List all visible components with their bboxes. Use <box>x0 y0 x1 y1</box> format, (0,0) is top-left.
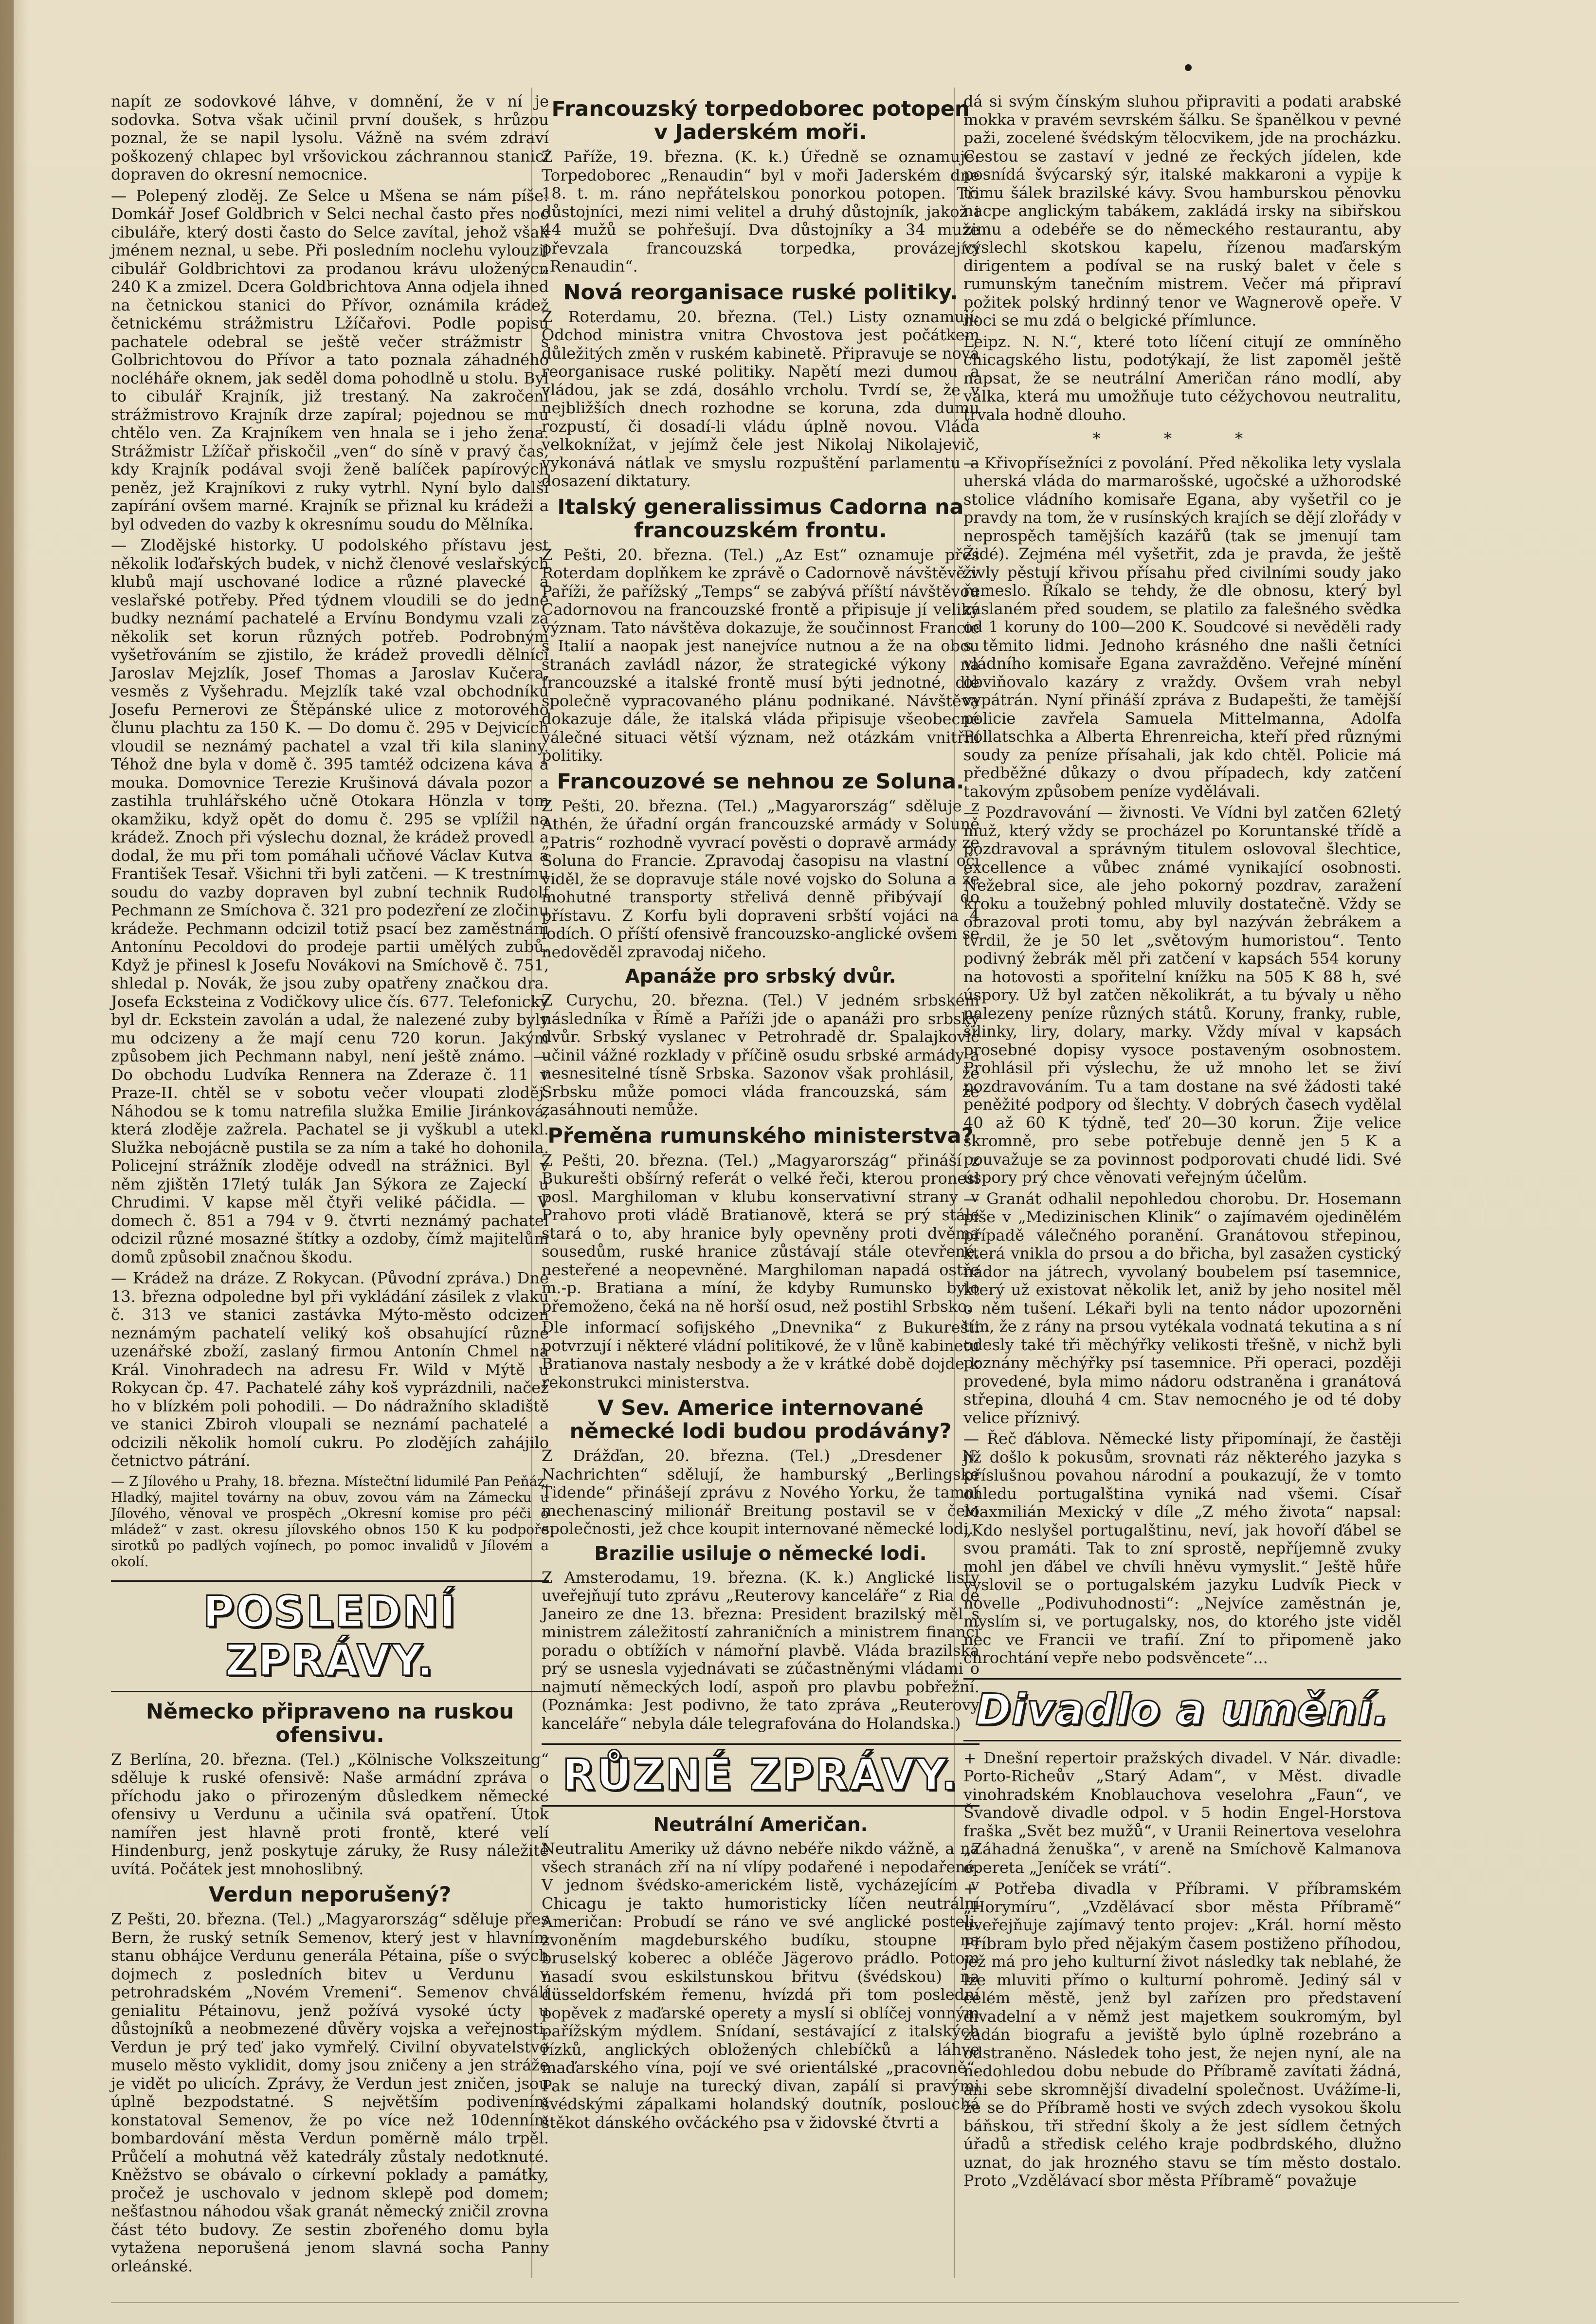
article-text: Z Paříže, 19. března. (K. k.) Úředně se oznamuje: Torpedoborec „Renaudin“ byl v moři Jaderském dne 18. t. m. ráno nepřátelskou ponorkou potopen. Tři důstojníci, mezi nimi velitel a druhý důstojník, jakož i 44 mužů se pohřešují. Dva důstojníky a 34 muže převzala francouzská torpedka, provázející „Renaudin“. <box>542 147 979 275</box>
article-text: napít ze sodovkové láhve, v domnění, že v ní je sodovka. Sotva však učinil první doušek, s hrůzou poznal, že se napil lysolu. Vážně na svém zdraví poškozený chlapec byl vršovickou záchrannou stanicí dopraven do okresní nemocnice. <box>111 92 549 183</box>
column-2 <box>542 92 979 2135</box>
article-text: + Potřeba divadla v Příbrami. V příbramském „Horymíru“, „Vzdělávací sbor města Příbramě“ uveřejňuje zajímavý tento projev: „Král. horní město Příbram bylo před nějakým časem postiženo příhodou, jež má pro jeho kulturní život následky tak neblahé, že lze mluviti přímo o kulturní pohromě. Jediný sál v celém městě, jenž byl zařízen pro představení divadelní a v němž jest majetkem soukromým, byl zadán biografu a jeviště bylo úplně rozebráno a odstraněno. Následek toho jest, že nejen nyní, ale na nedohledou dobu nebude do Příbramě zavítati žádná, ani sebe skromnější divadelní společnost. Uvážíme-li, že se do Příbramě hosti ve svých zdech vysokou školu báňskou, tři střední školy a že jest sídlem četných úřadů a středisk celého kraje podbrdského, dlužno uznat, do jak hrozného stavu se tím město dostalo. Proto „Vzdělávací sbor města Příbramě“ považuje <box>963 1879 1401 2190</box>
article-headline: Neutrální Američan. <box>653 1814 868 1836</box>
article-headline: Francouzský torpedoborec potopen v Jaderském moři. <box>551 97 970 145</box>
article-text: Neutralitu Ameriky už dávno nebéře nikdo vážně, a na všech stranách zří na ní vlípy podařené i nepodařené. V jednom švédsko-americkém listě, vycházejícím v Chicagu je takto humoristicky líčen neutrální Američan: Probudí se ráno ve své anglické posteli, zvoněním magdeburského budíku, stoupne na bruselský koberec a obléče Jägerovo prádlo. Potom nasadí svou eskilstunskou břitvu (švédskou) na düsseldorfském řemenu, hvízdá při tom poslední popěvek z maďarské operety a myslí si oblíčej vonným pařížským mýdlem. Snídaní, sestávající z italských řízků, anglických obložených chlebíčků a láhve maďarského vína, pojí ve své orientálské „pracovně“. Pak se naluje na turecký divan, zapálí si pravými švédskými zápalkami holandský doutník, poslouchá štěkot dánského ovčáckého psa v židovské čtvrti a <box>542 1839 979 2132</box>
article-text: Z Roterdamu, 20. března. (Tel.) Listy oznamují: Odchod ministra vnitra Chvostova jest počátkem důležitých změn v ruském kabinetě. Připravuje se nová reorganisace ruské politiky. Napětí mezi dumou a vládou, jak se zdá, dosáhlo vrcholu. Tvrdí se, že v nejbližších dnech rozhodne se koruna, zda dumu rozpustí, či dosadí-li vládu úplně novou. Vláda velkoknížat, v jejímž čele jest Nikolaj Nikolajevič, vykonává nátlak ve smyslu rozpuštění parlamentu a dosazení diktatury. <box>542 307 979 490</box>
article-text: Z Berlína, 20. března. (Tel.) „Kölnische Volkszeitung“ sděluje k ruské ofensivě: Naše armádní zpráva o příchodu jako o přirozeným důsledkem německé ofensivy u Verdunu a učinila svá opatření. Útok namířen jest hlavně proti frontě, které velí Hindenburg, jenž poskytuje záruky, že Rusy náležitě uvítá. Počátek jest mnohoslibný. <box>111 1750 549 1878</box>
article-text: + Dnešní repertoir pražských divadel. V Nár. divadle: Porto-Richeův „Starý Adam“, v Měst. divadle vinohradském Knoblauchova veselohra „Faun“, ve Švandově divadle odpol. v 5 hodin Engel-Horstova fraška „Svět bez mužů“, v Uranii Reinertova veselohra „Záhadná ženuška“, v areně na Smíchově Kalmanova opereta „Jeníček se vrátí“. <box>963 1748 1401 1877</box>
article-text: Leipz. N. N.“, které toto líčení citují ze omníněho chicagského listu, podotýkají, že list zapoměl ještě napsat, že se neutrální Američan ráno modlí, aby válka, která mu umožňuje tuto céžychovou neutralitu, trvala hodně dlouho. <box>963 332 1401 424</box>
bottom-rule <box>111 2302 1459 2303</box>
article-text: Dle informací sofijského „Dnevnika“ z Bukurešti potvrzují i některé vládní politikové, že v lůně kabinetu Bratianova nastaly nesbody a že v krátké době dojde k rekonstrukci ministerstva. <box>542 1318 979 1391</box>
article-text: — Křivopřísežníci z povolání. Před několika lety vyslala uherská vláda do marmarošské, ugočské a užhorodské stolice vládního komisaře Egana, aby vyšetřil co je pravdy na tom, že v rusínských krajích se dějí zlořády v neprospěch tamějších kazářů (tak se jmenují tam Židé). Zejména mél vyšetřit, zda je pravda, že ještě živly pěstují křivou přísahu před civilními soudy jako řemeslo. Říkalo se tehdy, že dle obnosu, který byl zaslaném před soudem, se platilo za falešného svědka od 1 koruny do 100—200 K. Soudcové si nevěděli rady s těmito lidmi. Jednoho krásného dne našli četníci vládního komisaře Egana zavražděno. Veřejné mínění obviňovalo kazáry z vraždy. Ovšem vrah nebyl vypátrán. Nyní přináší zpráva z Budapešti, že tamější policie zavřela Samuela Mittelmanna, Adolfa Pollatschka a Alberta Ehrenreicha, kteří před různými soudy za peníze přísahali, jak kdo chtěl. Policie má předběžné důkazy o dvou případech, kdy zatčení takovým způsobem peníze vydělávali. <box>963 453 1401 801</box>
article-text: Z Drážďan, 20. března. (Tel.) „Dresdener N. Nachrichten“ sdělují, že hamburský „Berlingske Tidende“ přinášejí zprávu z Nového Yorku, že tamní mechenasciný milionář Breitung postavil se v čelo společnosti, jež chce koupit internované německé lodi. <box>542 1446 979 1538</box>
article-text: — Granát odhalil nepohledou chorobu. Dr. Hosemann píše v „Medizinischen Klinik“ o zajímavém ojedinělém případě válečného poranění. Granátovou střepinou, která vnikla do prsou a do břicha, byl zasažen cystický nádor na játrech, vyvolaný boubelem psí tasemnice, který už existovat několik let, aniž by jeho nositel měl o něm tušení. Lékaři byli na tento nádor upozorněni tím, že z rány na prsou vytékala vodnatá tekutina a s ní odesly také tři měchýřky velikosti třešně, v nichž byli poznány měchýřky psí tasemnice. Při operaci, později provedené, byla mimo nádoru odstraněna i granátová střepina, dlouhá 4 cm. Stav nemocného je od té doby velice příznivý. <box>963 1189 1401 1427</box>
page-dot <box>1185 64 1192 71</box>
page-fold-shadow <box>0 0 14 2324</box>
article-headline: Brazilie usiluje o německé lodi. <box>594 1542 927 1565</box>
article-text: — Zlodějské historky. U podolského přístavu jest několik loďařských budek, v nichž členové veslařských klubů mají uschované lodice a různé plavecké a veslařské potřeby. Před týdnem vloudili se do jedné budky neznámí pachatelé a Ervínu Bondymu vzali za několik set korun různých potřeb. Podrobným vyšetřováním se zjistilo, že krádež provedli dělníci Jaroslav Mejzlík, Josef Thomas a Jaroslav Kučera, vesměs z Vyšehradu. Mejzlík také vzal obchodníku Josefu Pernerovi ze Štěpánské ulice z motorového člunu plachtu za 150 K. — Do domu č. 295 v Dejvicích vloudil se neznámý pachatel a vzal tři kila slaniny. Téhož dne byla v domě č. 395 tamtéž odcizena káva a mouka. Domovnice Terezie Krušinová dávala pozor a zastihla truhlářského učně Otokara Hönzla v tom okamžiku, když opět do domu č. 295 se vplížil na krádež. Znoch při výslechu doznal, že krádež provedl a dodal, že mu při tom pomáhali učňové Václav Kutva a František Tesař. Všichni tři byli zatčeni. — K trestnímu soudu do vazby dopraven byl zubní technik Rudolf Pechmann ze Smíchova č. 321 pro podezření ze zločinu krádeže. Pechmann odcizil totiž psací bez zaměstnání Antonínu Pecoldovi do prodeje partii umělých zubů. Když je přinesl k Josefu Novákovi na Smíchově č. 751, shledal p. Novák, že jsou zuby opatřeny značkou dra. Josefa Ecksteina z Vodičkovy ulice čís. 677. Telefonicky byl dr. Eckstein zavolán a udal, že nalezené zuby byly mu odcizeny a že mají cenu 720 korun. Jakým způsobem jich Pechmann nabyl, není ještě známo. — Do obchodu Ludvíka Rennera na Zderaze č. 11 v Praze-II. chtěl se v sobotu večer vloupati zloděj. Náhodou se k tomu natrefila služka Emilie Jiránková, která zloděje zažrela. Pachatel se ji vyškubl a utekl. Služka nebojácně pustila se za ním a také ho dohonila. Policejní strážník zloděje odvedl na strážnici. Byl v něm zjištěn 17letý tulák Jan Sýkora ze Zajeckí u Chrudimi. V kapse měl čtyři veliké páčidla. — V domech č. 851 a 794 v 9. čtvrti neznámý pachatel odcizil různé mosazné štítky a ozdoby, čímž majitelům domů způsobil značnou škodu. <box>111 536 549 1266</box>
article-text: — Polepený zloděj. Ze Selce u Mšena se nám píše: Domkář Josef Goldbrich v Selci nechal často přes noc cibuláře, který dosti často do Selce zavítal, jehož však jménem neznal, u sebe. Při posledním noclehu vylouzil cibulář Goldbrichtovi za prodanou krávu uloženýcn 240 K a zmizel. Dcera Goldbrichtova Anna odjela ihned na četnickou stanici do Přívor, oznámila krádež četnickému strážmistru Lžíčařovi. Podle popisu pachatele odebral se ještě večer strážmistr s Golbrichtovou do Přívor a tato poznala záhadného nocléháře oknem, jak seděl doma pohodlně u stolu. Byl to cibulář Krajník, již trestaný. Na zakročení strážmistrovo Krajník drze zapíral; pojednou se mu chtělo ven. Za Krajníkem ven hnala se i jeho žena. Strážmistr Lžíčař přiskočil „ven“ do síně v pravý čas, kdy Krajník podával svoji ženě balíček papírových peněz, jež Krajníkovi z ruky vytrhl. Nyní bylo další zapírání ovšem marné. Krajník se přiznal ku krádeži a byl odveden do vazby k okresnímu soudu do Mělníka. <box>111 186 549 533</box>
article-headline: Italský generalissimus Cadorna na francouzském frontu. <box>557 494 964 543</box>
column-1 <box>111 92 549 2278</box>
article-text: — Pozdravování — živnosti. Ve Vídni byl zatčen 62letý muž, který vždy se procházel po Koruntanské třídě a pozdravoval a správným titulem oslovoval šlechtice, excellence a vůbec známé vynikající osobnosti. Nežebral sice, ale jeho pokorný pozdrav, zaražení kroku a toužebný pohled mluvily dostatečně. Vždy se obrazoval proti tomu, aby byl nazýván žebrákem a tvrdil, že je 50 let „světovým humoristou“. Tento podivný žebrák měl při zatčení v kapsách 554 koruny na hotovosti a spořitelní knížku na 505 K 88 h, své úspory. Už byl zatčen několikrát, a tu bývaly u něho nalezeny peníze různých států. Koruny, franky, ruble, šilinky, liry, dolary, marky. Vždy míval v kapsách prosebné dopisy vysoce postaveným osobnostem. Prohlásil při výslechu, že už mnoho let se živí pozdravováním. Tu a tam dostane na své žádosti také peněžité podpory od šlechty. V dobrých časech vydělal 40 až 60 K týdně, teď 20—30 korun. Žije velice skromně, pro sebe potřebuje denně jen 5 K a pouvažuje se za povinnost podporovati chudé lidi. Své úspory prý chce věnovati veřejným účelům. <box>963 803 1401 1187</box>
article-text: Z Amsterodamu, 19. března. (K. k.) Anglické listy uveřejňují tuto zprávu „Reuterovy kanceláře“ z Ria de Janeiro ze dne 13. března: President brazilský měl s ministrem záležitostí zahraničních a ministrem financí poradu o obtížích v námořní plavbě. Vláda brazilská prý se usnesla vyjednávati se zúčastněnými vládami o najmutí německých lodí, aspoň pro plavbu pobřežní. (Poznámka: Jest podivno, že tato zpráva „Reuterovy kanceláře“ nebyla dále telegrafována do Holandska.) <box>542 1568 979 1733</box>
article-headline: Přeměna rumunského ministerstva? <box>547 1123 974 1148</box>
article-text: — Krádež na dráze. Z Rokycan. (Původní zpráva.) Dne 13. března odpoledne byl při vykládání zásilek z vlaku č. 313 ve stanici zastávka Mýto-město odcizen neznámým pachatelí veliký koš obsahující různé uzenářské zboží, zaslaný firmou Antonín Chmel na Král. Vinohradech na adresu Fr. Wild v Mýtě u Rokycan čp. 47. Pachatelé záhy koš vyprázdnili, načež ho v blízkém poli pohodili. — Do nádražního skladiště ve stanici Zbiroh vloupali se neznámí pachatelé a odcizili několik homolí cukru. Po zlodějích zahájilo četnictvo pátrání. <box>111 1269 549 1470</box>
article-headline: Nová reorganisace ruské politiky. <box>563 280 958 305</box>
article-text: — Z Jílového u Prahy, 18. března. Místečtní lidumilé Pan Peňáz, Hladký, majitel továrny na obuv, zovou vám na Zámecku u Jílového, věnoval ve prospěch „Okresní komise pro péči o mládež“ v zast. okresu jílovského obnos 150 K ku podpoře sirotků po padlých vojínech, po pomoc invalidů v Jílovém a okolí. <box>111 1473 549 1570</box>
article-headline: Apanáže pro srbský dvůr. <box>625 966 896 988</box>
section-banner: Divadlo a umění. <box>963 1678 1401 1741</box>
section-banner: RŮZNÉ ZPRÁVY. <box>542 1743 979 1807</box>
article-text: Z Pešti, 20. března. (Tel.) „Magyarország“ sděluje přes Bern, že ruský setník Semenov, který jest v hlavním stanu obhájce Verdunu generála Pétaina, píše o svých dojmech z posledních bitev u Verdunu v petrohradském „Novém Vremeni“. Semenov chválí genialitu Pétainovu, jenž požívá vysoké úcty u důstojníků a neobmezené důvěry vojska a veřejnosti. Verdun je prý teď jako vymřelý. Civilní obyvatelstvo muselo město vyklidit, domy jsou zničeny a jen stráže je vidět po ulicích. Zprávy, že Verdun jest zničen, jsou úplně bezpodstatné. S největším podivením konstatoval Semenov, že po více než 10denním bombardování města Verdun poměrně málo trpěl. Průčelí a mohutná věž katedrály zůstaly nedotknuté. Kněžstvo se obávalo o církevní poklady a památky, pročež je uschovalo v jednom sklepě pod domem; nešťastnou náhodou však granát německý zničil zrovna část této budovy. Ze sestin zbořeného domu byla vytažena neporušená jenom slavná socha Panny orleánské. <box>111 1910 549 2275</box>
article-text: dá si svým čínským sluhou připraviti a podati arabské mokka v pravém sevrském šálku. Se španělkou v pevné paži, zocelené švédským tělocvikem, jde na procházku. Cestou se zastaví v jedné ze řeckých jídelen, kde posnídá švýcarský sýr, italské makkaroni a vypije k tomu šálek brazilské kávy. Svou hamburskou pěnovku nacpe anglickým tabákem, zakládá irsky na sibiřskou zimu a odebéře se do německého restaurantu, aby vyslechl skotskou kapelu, řízenou maďarským dirigentem a podíval se na ruský balet v čele s rumunským tanečním mistrem. Večer má připraví požitek polský hrdinný tenor ve Wagnerově opeře. V noci se mu zdá o belgické přímlunce. <box>963 92 1401 329</box>
article-text: — Řeč ďáblova. Německé listy připomínají, že častěji již došlo k pokusům, srovnati ráz některého jazyka s příslušnou povahou národní a poukazují, že v tomto ohledu portugalština vyniká nad všemi. Císař Maxmilián Mexický v díle „Z mého života“ napsal: „Kdo neslyšel portugalštinu, neví, jak hovoří ďábel se svou pramáti. Tak to zní sprostě, nepříjemně zvuky mohl jen ďábel ve chvíli hněvu vymyslit.“ Ještě hůře vyslovil se o portugalském jazyku Ludvík Pieck v novelle „Podivuhodnosti“: „Nejvíce zaměstnán je, myslím si, ve portugalsky, nos, do ktorého jste viděl nec ve Francii ve trafií. Zní to připomeně jako chrochtání vepře nebo podsvěncete“... <box>963 1429 1401 1667</box>
article-headline: Verdun neporušený? <box>208 1883 452 1907</box>
article-headline: Francouzové se nehnou ze Soluna. <box>557 769 964 794</box>
column-3 <box>963 92 1401 2193</box>
section-banner: POSLEDNÍ ZPRÁVY. <box>111 1580 549 1692</box>
article-text: Z Pešti, 20. března. (Tel.) „Magyarország“ sděluje z Athén, že úřadní orgán francouzské armády v Soluně „Patris“ rozhodně vyvrací pověsti o dopravě armády ze Soluna do Francie. Zpravodaj časopisu na vlastní oči viděl, že se dopravuje stále nové vojsko do Soluna a že mohutné transporty střelivá denně přibývají do přístavu. Z Korfu byli dopraveni srbští vojáci na 4 lodích. O příští ofensivě francouzsko-anglické ovšem se nedověděl zpravodaj ničeho. <box>542 796 979 961</box>
article-headline: V Sev. Americe internované německé lodi budou prodávány? <box>569 1396 952 1444</box>
article-text: Z Pešti, 20. března. (Tel.) „Magyarország“ přináší z Bukurešti obšírný referát o velké řeči, kterou pronesl posl. Marghiloman v klubu konservativní strany v Prahovo proti vládě Bratianově, která se prý stále stará o to, aby hranice byly opevněny proti dvěma sousedům, ruské hranice zůstávají stále otevřené, nesteřené a neopevněné. Marghiloman napadá ostře m.-p. Bratiana a míní, že kdyby Rumunsko bylo přemoženo, čeká na ně horší osud, než postihl Srbsko. <box>542 1151 979 1316</box>
article-text: Z Pešti, 20. března. (Tel.) „Az Est“ oznamuje přes Roterdam doplňkem ke zprávě o Cadornově návštěvě v Paříži, že pařížský „Temps“ se zabývá příští návštěvou Cadornovou na francouzské frontě a připisuje jí veliký význam. Tato návštěva dokazuje, že součinnost Francie s Italií a naopak jest nanejvíce nutnou a že na obou stranách zavládl názor, že strategické výkony na francouzské a italské frontě musí býti jednotné, dle společně vypracovaného plánu podnikané. Návštěva dokazuje dále, že italská vláda připisuje všeobecné válečné situaci větší význam, než otázkám vnitřní politiky. <box>542 545 979 765</box>
section-divider-stars: * * * <box>1092 429 1272 448</box>
article-text: Z Curychu, 20. března. (Tel.) V jedném srbském následníka v Římě a Paříži jde o apanáži pro srbský dvůr. Srbský vyslanec v Petrohradě dr. Spalajković učinil vážné rozklady v příčině osudu srbské armády a nesnesitelné tísně Srbska. Sazonov však prohlásil, že Srbsku může pomoci vláda francouzská, sám že zasáhnouti nemůže. <box>542 991 979 1119</box>
article-headline: Německo připraveno na ruskou ofensivu. <box>145 1699 514 1747</box>
